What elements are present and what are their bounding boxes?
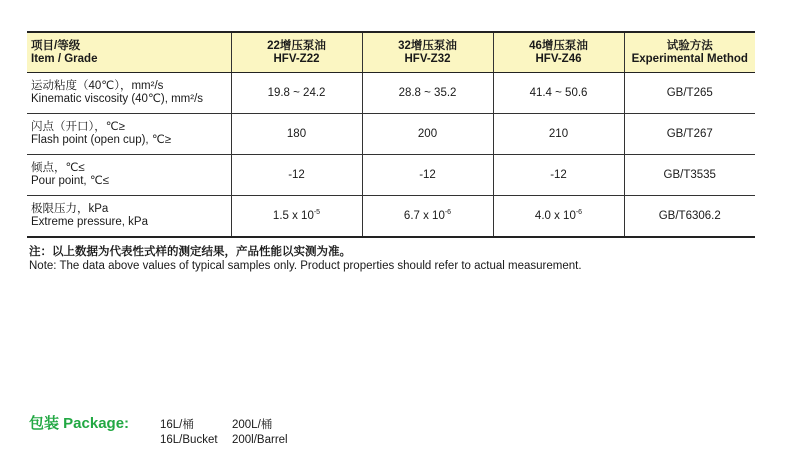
value-mantissa: 4.0 x 10 (534, 209, 576, 222)
value-exponent: -5 (313, 208, 321, 216)
package-item-en: 200l/Barrel (232, 434, 288, 446)
value-z22: -12 (231, 155, 362, 196)
table-row-flash-point (27, 114, 755, 155)
header-en: Experimental Method (631, 52, 748, 65)
table-row-pour-point (27, 155, 755, 196)
property-cell (27, 155, 231, 196)
property-cn: 闪点（开口），℃≥ (31, 121, 125, 133)
value-z46: -12 (493, 155, 624, 196)
header-cn: 32增压泵油 (398, 39, 457, 52)
method-cell: GB/T265 (624, 73, 755, 114)
package-title: 包装 Package: (29, 415, 130, 432)
header-cn: 46增压泵油 (529, 39, 588, 52)
value-exponent: -6 (444, 208, 452, 216)
header-en: HFV-Z22 (273, 52, 320, 65)
value-exponent: -6 (575, 208, 583, 216)
method-cell: GB/T6306.2 (624, 196, 755, 238)
header-cn: 项目/等级 (31, 39, 81, 52)
value-mantissa: 6.7 x 10 (403, 209, 445, 222)
note-cn: 注：以上数据为代表性式样的测定结果，产品性能以实测为准。 (29, 246, 351, 258)
value-z22: 19.8 ~ 24.2 (231, 73, 362, 114)
header-cn: 试验方法 (666, 39, 713, 52)
table-header-row (27, 32, 755, 73)
value-z32: 28.8 ~ 35.2 (362, 73, 493, 114)
header-hfv-z22 (231, 32, 362, 73)
value-z32: -12 (362, 155, 493, 196)
method-cell: GB/T3535 (624, 155, 755, 196)
header-experimental-method (624, 32, 755, 73)
package-item-cn: 16L/桶 (160, 419, 194, 431)
header-hfv-z46 (493, 32, 624, 73)
method-cell: GB/T267 (624, 114, 755, 155)
value-z32: 200 (362, 114, 493, 155)
header-cn: 22增压泵油 (267, 39, 326, 52)
property-en: Kinematic viscosity (40℃), mm²/s (31, 93, 204, 105)
property-cell (27, 114, 231, 155)
package-item-en: 16L/Bucket (160, 434, 218, 446)
note-en: Note: The data above values of typical samples only. Product properties should refer to actual measurement. (29, 260, 582, 272)
property-cell (27, 73, 231, 114)
table-row-viscosity (27, 73, 755, 114)
property-en: Extreme pressure, kPa (31, 216, 148, 228)
spec-table (27, 31, 755, 238)
value-z32 (362, 196, 493, 238)
value-mantissa: 1.5 x 10 (272, 209, 314, 222)
property-cn: 倾点，℃≤ (31, 162, 85, 174)
package-item-cn: 200L/桶 (232, 419, 273, 431)
header-en: Item / Grade (31, 52, 98, 65)
header-hfv-z32 (362, 32, 493, 73)
header-en: HFV-Z32 (404, 52, 451, 65)
header-item-grade (27, 32, 231, 73)
property-en: Pour point, ℃≤ (31, 175, 110, 187)
table-row-extreme-pressure (27, 196, 755, 238)
value-z22 (231, 196, 362, 238)
value-z22: 180 (231, 114, 362, 155)
property-cn: 运动粘度（40℃），mm²/s (31, 80, 164, 92)
value-z46: 41.4 ~ 50.6 (493, 73, 624, 114)
package-section (29, 412, 429, 452)
header-en: HFV-Z46 (535, 52, 582, 65)
value-z46 (493, 196, 624, 238)
value-z46: 210 (493, 114, 624, 155)
property-cn: 极限压力，kPa (31, 203, 109, 215)
note-block (29, 245, 582, 273)
property-en: Flash point (open cup), ℃≥ (31, 134, 172, 146)
property-cell (27, 196, 231, 238)
